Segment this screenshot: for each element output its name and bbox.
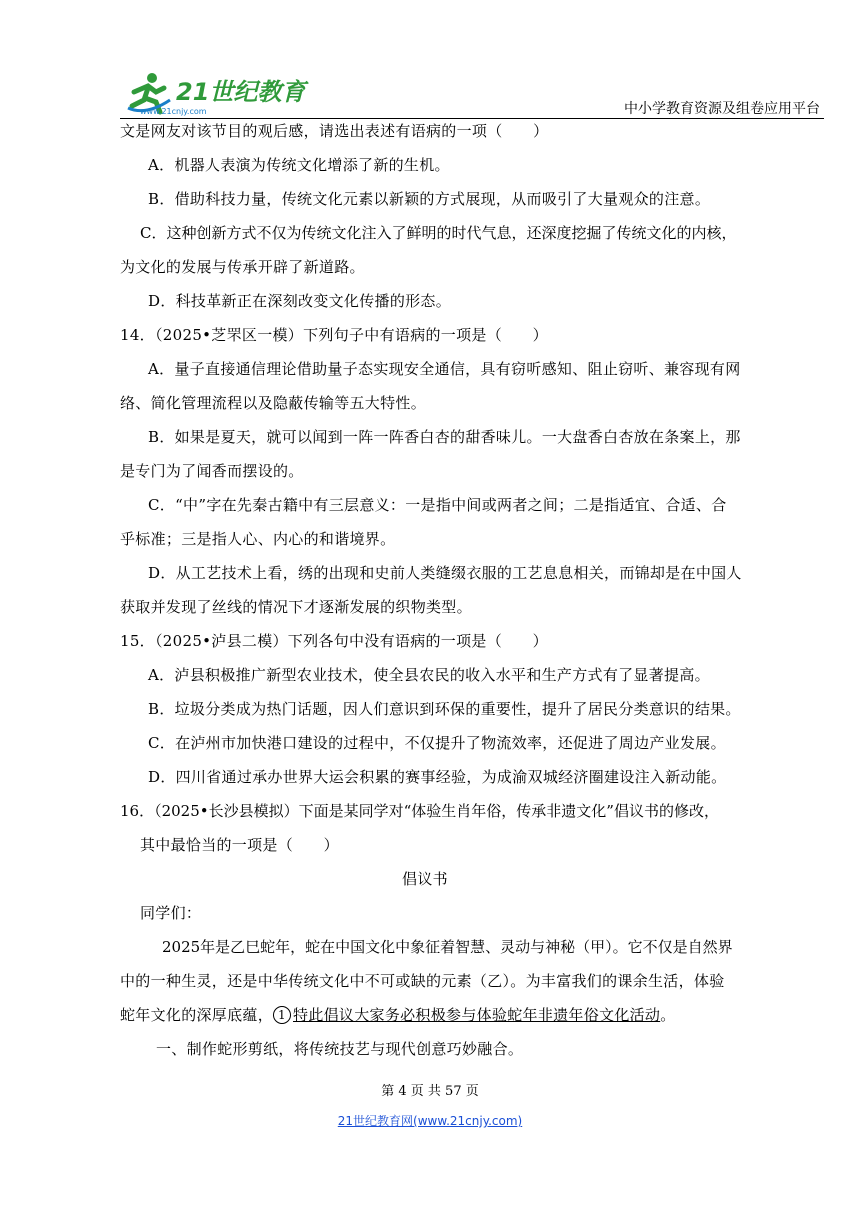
underlined-sentence: 特此倡议大家务必积极参与体验蛇年非遗年俗文化活动 <box>293 1006 661 1024</box>
proposal-paragraph-cont: 中的一种生灵，还是中华传统文化中不可或缺的元素（乙）。为丰富我们的课余生活，体验 <box>120 972 725 990</box>
q14-option-a-cont: 络、简化管理流程以及隐蔽传输等五大特性。 <box>120 394 427 412</box>
header-divider <box>120 118 824 119</box>
proposal-paragraph: 2025年是乙巳蛇年，蛇在中国文化中象征着智慧、灵动与神秘（甲）。它不仅是自然界 <box>162 938 733 956</box>
proposal-title: 倡议书 <box>402 870 448 888</box>
circled-marker: 1 <box>273 1006 291 1024</box>
q14-option-c-cont: 乎标准；三是指人心、内心的和谐境界。 <box>120 530 396 548</box>
proposal-greeting: 同学们： <box>140 904 202 922</box>
q15-option-b: B．垃圾分类成为热门话题，因人们意识到环保的重要性，提升了居民分类意识的结果。 <box>148 700 741 718</box>
proposal-paragraph-end <box>120 1004 730 1026</box>
question-14: 14．（2025•芝罘区一模）下列句子中有语病的一项是（ ） <box>120 326 548 344</box>
q15-option-d: D．四川省通过承办世界大运会积累的赛事经验，为成渝双城经济圈建设注入新动能。 <box>148 768 727 786</box>
option-a: A．机器人表演为传统文化增添了新的生机。 <box>148 156 450 174</box>
q14-option-d: D．从工艺技术上看，绣的出现和史前人类缝缀衣服的工艺息息相关，而锦却是在中国人 <box>148 564 742 582</box>
option-b: B．借助科技力量，传统文化元素以新颖的方式展现，从而吸引了大量观众的注意。 <box>148 190 711 208</box>
q14-option-b-cont: 是专门为了闻香而摆设的。 <box>120 462 304 480</box>
text-line: 文是网友对该节目的观后感，请选出表述有语病的一项（ ） <box>120 122 549 140</box>
q14-option-d-cont: 获取并发现了丝线的情况下才逐渐发展的织物类型。 <box>120 598 472 616</box>
q14-option-c: C．“中”字在先秦古籍中有三层意义：一是指中间或两者之间；二是指适宜、合适、合 <box>148 496 727 514</box>
logo-url: www.21cnjy.com <box>140 107 207 116</box>
question-15: 15．（2025•泸县二模）下列各句中没有语病的一项是（ ） <box>120 632 548 650</box>
page-number: 第 4 页 共 57 页 <box>381 1084 479 1099</box>
footer-link[interactable]: 21世纪教育网(www.21cnjy.com) <box>337 1114 523 1128</box>
logo-text: 21世纪教育 <box>176 78 306 106</box>
proposal-item-1: 一、制作蛇形剪纸，将传统技艺与现代创意巧妙融合。 <box>156 1040 524 1058</box>
site-logo <box>126 70 316 118</box>
option-c-cont: 为文化的发展与传承开辟了新道路。 <box>120 258 365 276</box>
document-body <box>120 120 742 1072</box>
proposal-text: 蛇年文化的深厚底蕴， <box>120 1006 274 1024</box>
logo-runner-icon <box>126 70 316 118</box>
q15-option-a: A．泸县积极推广新型农业技术，使全县农民的收入水平和生产方式有了显著提高。 <box>148 666 710 684</box>
sentence-period: 。 <box>660 1006 676 1024</box>
page-header <box>0 60 860 120</box>
question-16: 16．（2025•长沙县模拟）下面是某同学对“体验生肖年俗，传承非遗文化”倡议书的修改， <box>120 802 719 820</box>
q14-option-b: B．如果是夏天，就可以闻到一阵一阵香白杏的甜香味儿。一大盘香白杏放在条案上，那 <box>148 428 741 446</box>
question-16-cont: 其中最恰当的一项是（ ） <box>140 836 339 854</box>
option-d: D．科技革新正在深刻改变文化传播的形态。 <box>148 292 452 310</box>
q15-option-c: C．在泸州市加快港口建设的过程中，不仅提升了物流效率，还促进了周边产业发展。 <box>148 734 726 752</box>
header-platform-title: 中小学教育资源及组卷应用平台 <box>624 101 820 117</box>
q14-option-a: A．量子直接通信理论借助量子态实现安全通信，具有窃听感知、阻止窃听、兼容现有网 <box>148 360 741 378</box>
option-c: C．这种创新方式不仅为传统文化注入了鲜明的时代气息，还深度挖掘了传统文化的内核， <box>140 224 737 242</box>
